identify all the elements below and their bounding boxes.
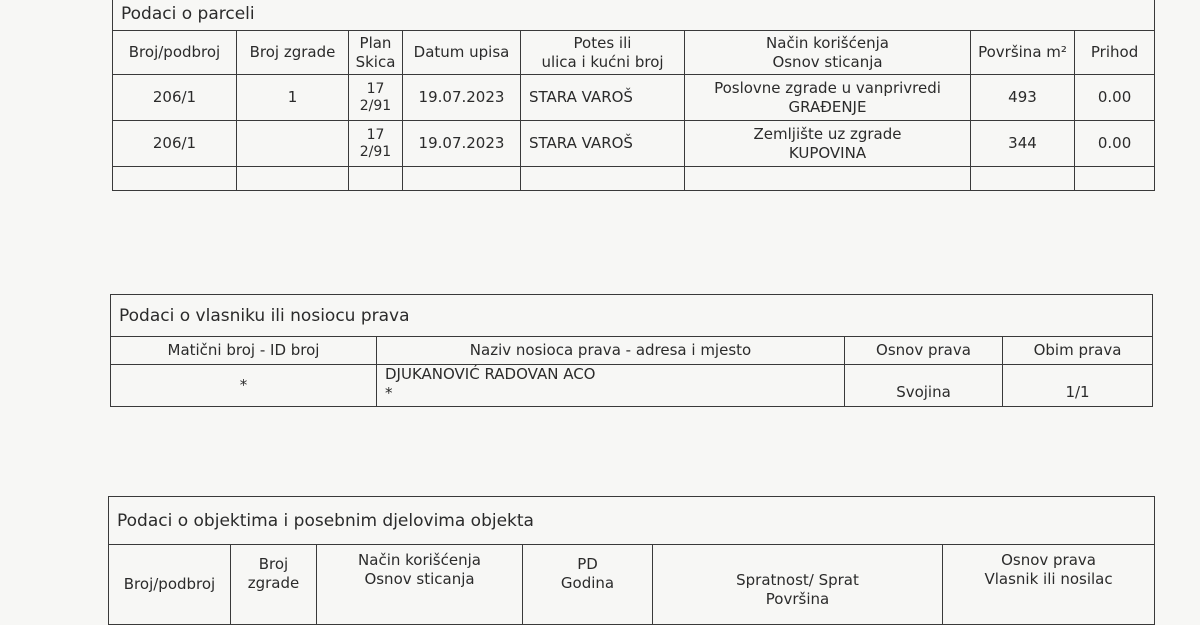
parcel-header-row (113, 31, 1155, 75)
cell-plan-skica (349, 121, 403, 167)
header-nacin-line2: Osnov sticanja (364, 570, 475, 588)
cell-nacin (685, 75, 971, 121)
header-datum-upisa: Datum upisa (403, 31, 521, 75)
header-plan-line2: Skica (355, 52, 396, 71)
header-obim-prava: Obim prava (1003, 337, 1153, 365)
cell-nacin (685, 121, 971, 167)
objects-section-title: Podaci o objektima i posebnim djelovima objekta (109, 497, 1155, 545)
owner-header-row (111, 337, 1153, 365)
header-potes-line1: Potes ili (573, 33, 632, 52)
header-broj-zgrade-line1: Broj (258, 555, 289, 573)
header-pd-godina (523, 545, 653, 625)
cell-plan-line2: 2/91 (359, 143, 392, 160)
parcel-table (112, 0, 1155, 191)
header-spratnost-line2: Površina (765, 590, 830, 608)
cell-naziv (377, 365, 845, 407)
cell-povrsina: 344 (971, 121, 1075, 167)
cell-plan-skica (349, 75, 403, 121)
header-nacin-line2: Osnov sticanja (772, 52, 883, 71)
cell-naziv-line1: DJUKANOVIĆ RADOVAN ACO (385, 365, 596, 383)
header-osnov-vlasnik (943, 545, 1155, 625)
cell-obim-prava: 1/1 (1003, 365, 1153, 407)
objects-table (108, 496, 1155, 625)
cell-povrsina: 493 (971, 75, 1075, 121)
cell-prihod: 0.00 (1075, 75, 1155, 121)
header-prihod: Prihod (1075, 31, 1155, 75)
table-row (113, 75, 1155, 121)
header-pd-line1: PD (577, 555, 598, 573)
header-potes (521, 31, 685, 75)
header-broj-podbroj: Broj/podbroj (109, 545, 231, 625)
cell-prihod: 0.00 (1075, 121, 1155, 167)
header-nacin-line1: Način korišćenja (358, 551, 481, 569)
cell-datum-upisa: 19.07.2023 (403, 121, 521, 167)
cell-nacin-line2: KUPOVINA (788, 143, 867, 162)
table-row (113, 121, 1155, 167)
header-nacin (685, 31, 971, 75)
cell-plan-line1: 17 (366, 80, 385, 97)
header-maticni-broj: Matični broj - ID broj (111, 337, 377, 365)
cell-nacin-line2: GRAĐENJE (788, 97, 867, 116)
header-spratnost-line1: Spratnost/ Sprat (736, 571, 859, 589)
empty-row (113, 167, 1155, 191)
cell-nacin-line1: Poslovne zgrade u vanprivredi (714, 78, 941, 97)
owner-section-title: Podaci o vlasniku ili nosiocu prava (111, 295, 1153, 337)
cell-potes: STARA VAROŠ (521, 121, 685, 167)
cell-broj-podbroj: 206/1 (113, 121, 237, 167)
parcel-section-title: Podaci o parceli (113, 0, 1155, 31)
cell-plan-line1: 17 (366, 126, 385, 143)
header-potes-line2: ulica i kućni broj (541, 52, 664, 71)
cell-broj-podbroj: 206/1 (113, 75, 237, 121)
cell-maticni-broj: * (111, 365, 377, 407)
header-osnov-line2: Vlasnik ili nosilac (984, 570, 1113, 588)
header-nacin (317, 545, 523, 625)
cell-broj-zgrade (237, 121, 349, 167)
header-plan-skica (349, 31, 403, 75)
table-row (111, 365, 1153, 407)
cell-naziv-line2: * (385, 384, 393, 402)
header-osnov-line1: Osnov prava (1001, 551, 1096, 569)
header-spratnost (653, 545, 943, 625)
header-broj-zgrade-line2: zgrade (247, 574, 300, 592)
header-broj-zgrade: Broj zgrade (237, 31, 349, 75)
header-pd-line2: Godina (560, 574, 615, 592)
cell-osnov-prava: Svojina (845, 365, 1003, 407)
header-povrsina: Površina m² (971, 31, 1075, 75)
cell-broj-zgrade: 1 (237, 75, 349, 121)
cell-nacin-line1: Zemljište uz zgrade (753, 124, 902, 143)
header-nacin-line1: Način korišćenja (766, 33, 889, 52)
cell-datum-upisa: 19.07.2023 (403, 75, 521, 121)
header-broj-zgrade (231, 545, 317, 625)
objects-header-row (109, 545, 1155, 625)
header-plan-line1: Plan (359, 33, 392, 52)
cell-plan-line2: 2/91 (359, 97, 392, 114)
header-broj-podbroj: Broj/podbroj (113, 31, 237, 75)
owner-table (110, 294, 1153, 407)
header-naziv: Naziv nosioca prava - adresa i mjesto (377, 337, 845, 365)
cell-potes: STARA VAROŠ (521, 75, 685, 121)
header-osnov-prava: Osnov prava (845, 337, 1003, 365)
